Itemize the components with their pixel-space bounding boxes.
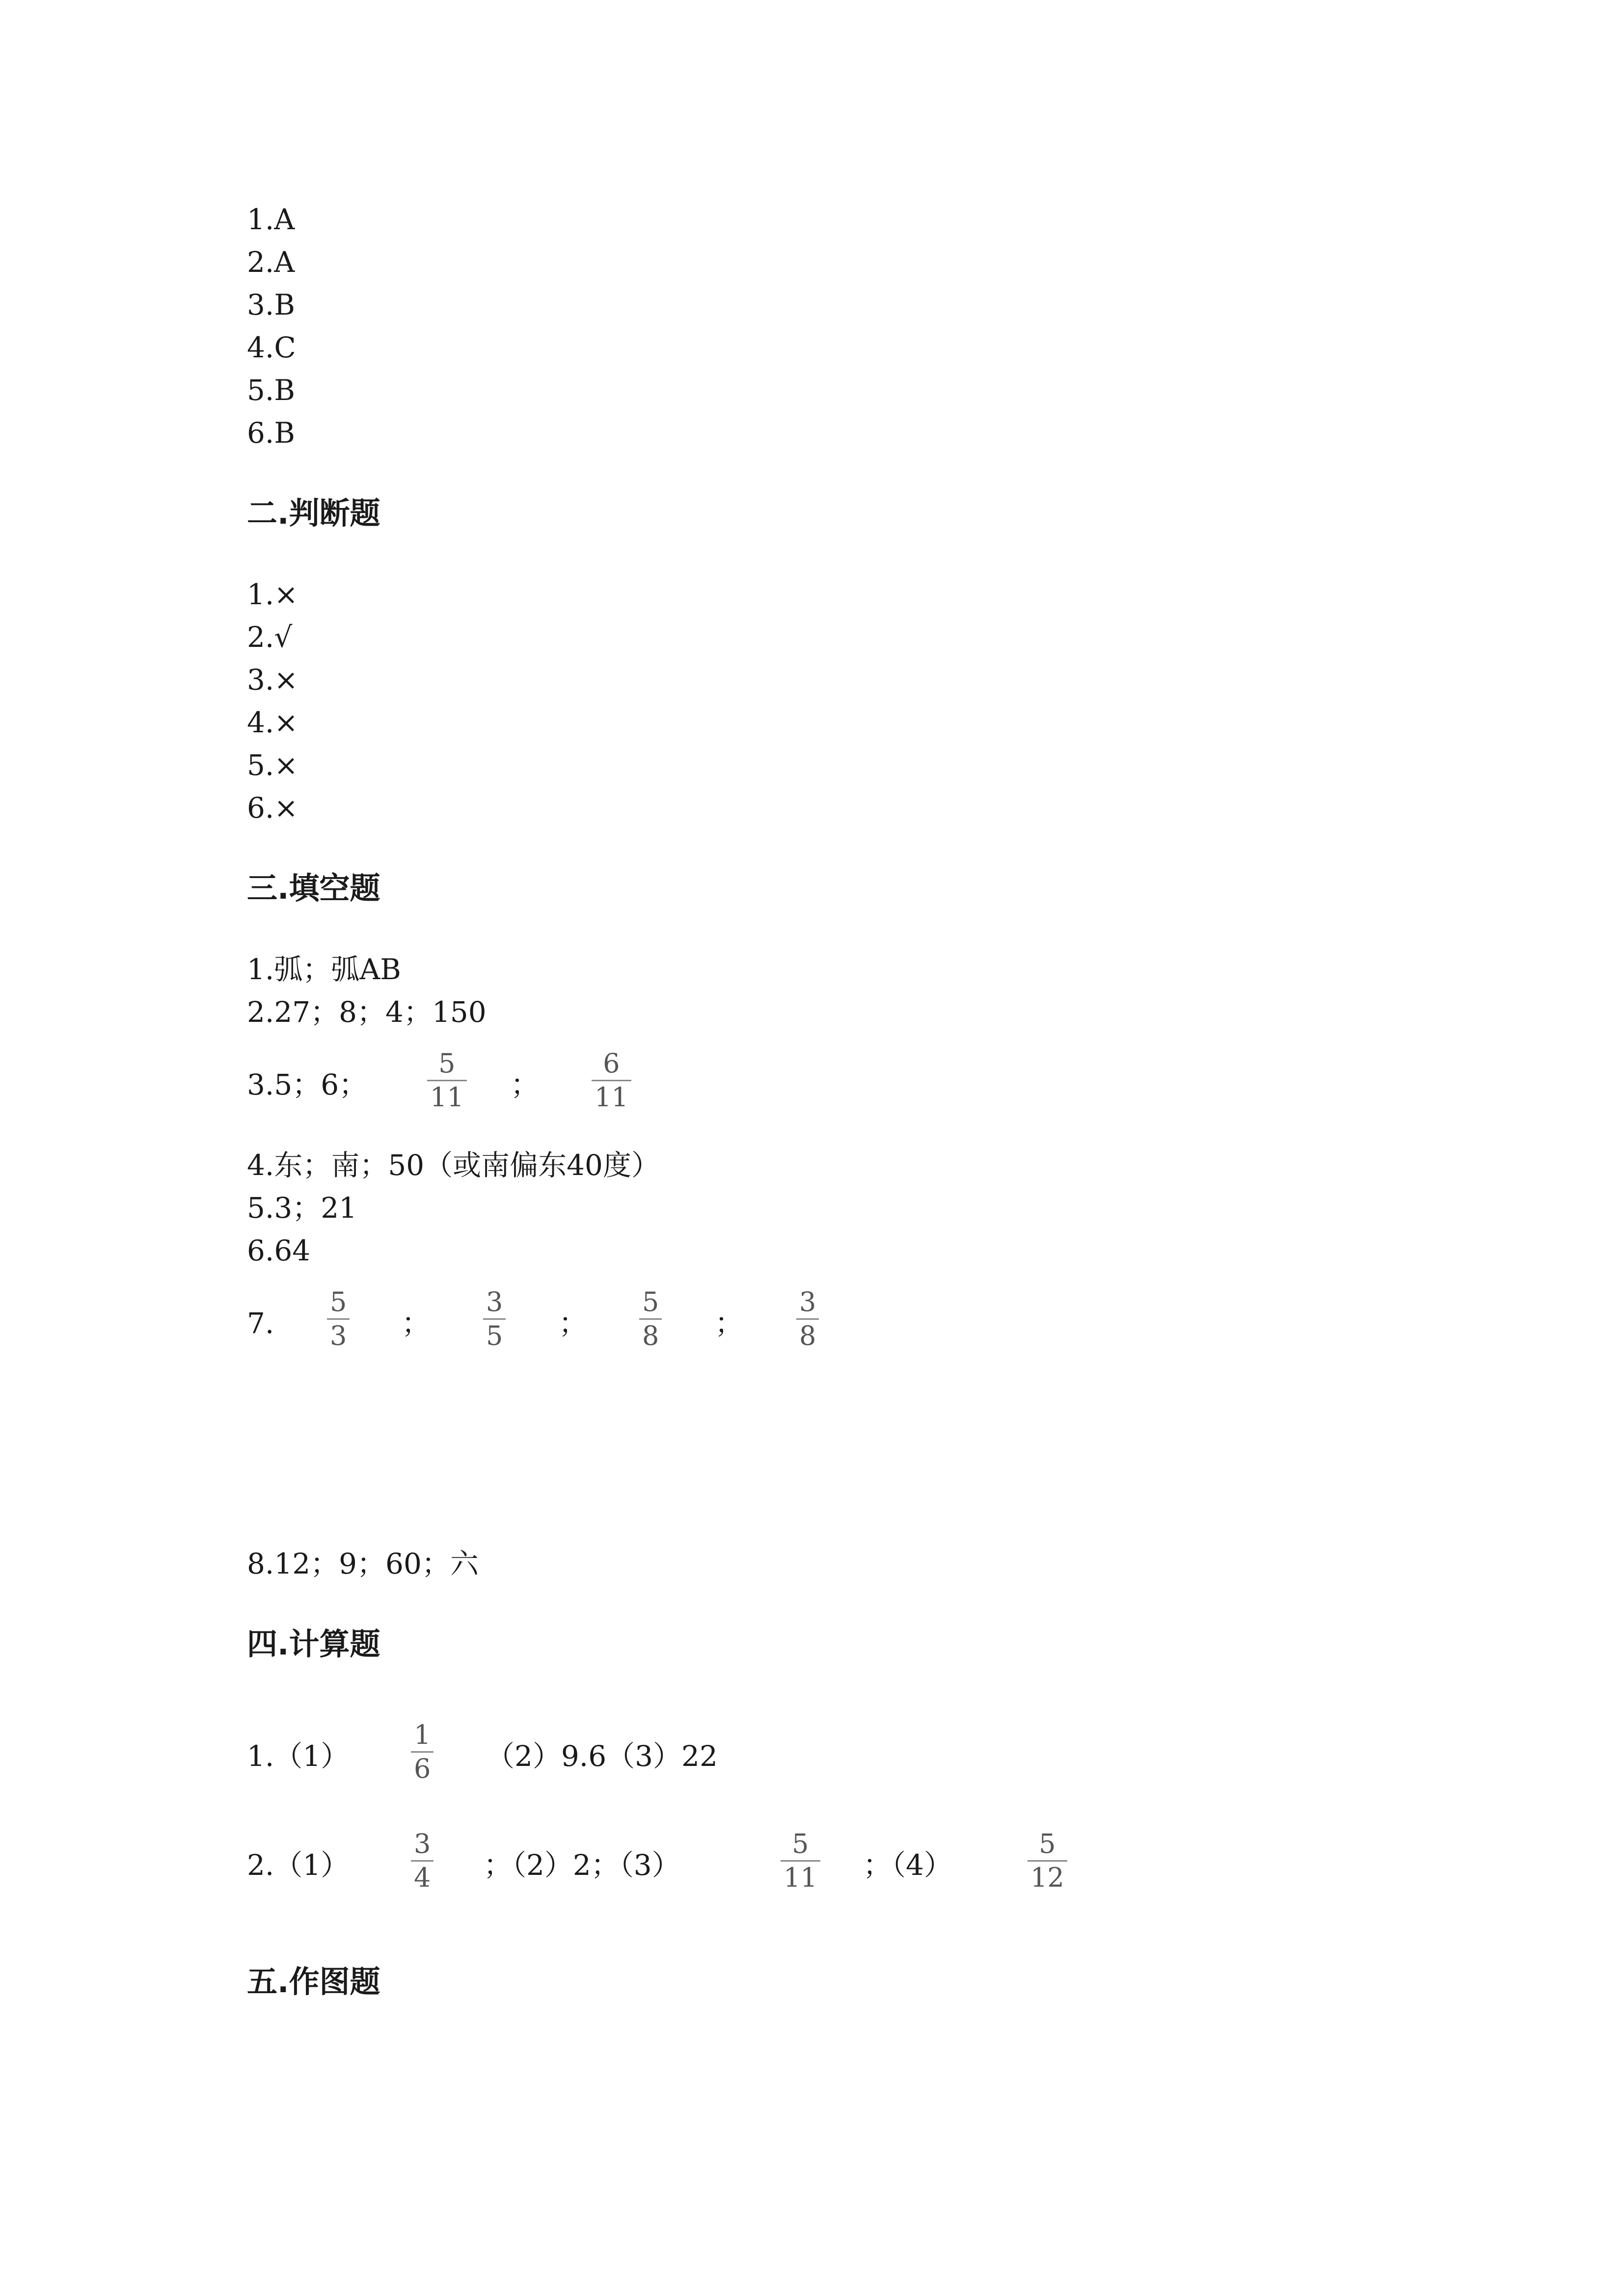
fraction-numerator: 5 xyxy=(438,1048,456,1079)
fraction-bar xyxy=(639,1318,662,1320)
fraction-numerator: 5 xyxy=(330,1286,347,1317)
fraction-numerator: 3 xyxy=(799,1286,816,1317)
fraction xyxy=(411,1721,433,1783)
fraction-bar xyxy=(483,1318,506,1320)
fraction-denominator: 11 xyxy=(595,1082,628,1113)
fraction-denominator: 8 xyxy=(642,1320,659,1351)
fraction-numerator: 5 xyxy=(792,1828,809,1859)
list-item: 4.C xyxy=(247,331,296,364)
fraction-denominator: 6 xyxy=(414,1753,431,1784)
fraction-bar xyxy=(327,1318,350,1320)
fraction-denominator: 4 xyxy=(414,1862,431,1893)
fraction-numerator: 5 xyxy=(642,1286,659,1317)
fraction-numerator: 6 xyxy=(603,1048,620,1079)
fraction-denominator: 5 xyxy=(486,1320,503,1351)
fraction xyxy=(639,1288,662,1350)
fraction-denominator: 11 xyxy=(430,1082,464,1113)
fraction-bar xyxy=(1028,1860,1067,1862)
list-item-prefix: 2.（1） xyxy=(247,1848,350,1882)
separator: ； xyxy=(402,1307,431,1340)
list-item-suffix: （2）9.6（3）22 xyxy=(486,1739,718,1773)
list-item: 3.× xyxy=(247,663,298,696)
list-item-middle: ；（2）2；（3） xyxy=(484,1848,680,1882)
fraction-denominator: 8 xyxy=(799,1320,816,1351)
section-heading-fill-blank: 三.填空题 xyxy=(247,870,380,906)
separator: ； xyxy=(715,1307,744,1340)
list-item: 1.弧；弧AB xyxy=(247,953,401,986)
fraction-bar xyxy=(796,1318,819,1320)
list-item: 6.× xyxy=(247,791,298,825)
separator: ； xyxy=(559,1307,588,1340)
fraction xyxy=(327,1288,350,1350)
fraction xyxy=(781,1830,820,1892)
separator: ； xyxy=(511,1068,540,1101)
fraction-denominator: 3 xyxy=(330,1320,347,1351)
fraction xyxy=(1028,1830,1067,1892)
list-item: 5.B xyxy=(247,374,295,407)
fraction-bar xyxy=(411,1860,433,1862)
fraction xyxy=(592,1049,631,1112)
list-item-prefix: 1.（1） xyxy=(247,1739,350,1773)
list-item: 6.64 xyxy=(247,1234,311,1267)
fraction-bar xyxy=(411,1751,433,1753)
list-item: 2.A xyxy=(247,245,295,279)
list-item: 3.B xyxy=(247,288,295,321)
section-heading-judgement: 二.判断题 xyxy=(247,495,380,531)
fraction-denominator: 12 xyxy=(1030,1862,1064,1893)
list-item: 4.× xyxy=(247,706,298,739)
list-item-prefix: 3.5；6； xyxy=(247,1068,368,1101)
fraction-bar xyxy=(592,1080,631,1081)
fraction xyxy=(483,1288,506,1350)
list-item: 4.东；南；50（或南偏东40度） xyxy=(247,1148,660,1182)
fraction-bar xyxy=(781,1860,820,1862)
list-item: 1.A xyxy=(247,203,295,236)
list-item: 1.× xyxy=(247,578,298,611)
list-item: 2.27；8；4；150 xyxy=(247,995,487,1029)
list-item: 2.√ xyxy=(247,620,293,654)
fraction-numerator: 3 xyxy=(414,1828,431,1859)
fraction xyxy=(411,1830,433,1892)
list-item: 5.3；21 xyxy=(247,1191,357,1225)
fraction-bar xyxy=(427,1080,467,1081)
list-item-prefix: 7. xyxy=(247,1307,274,1340)
list-item: 5.× xyxy=(247,748,298,782)
section-heading-drawing: 五.作图题 xyxy=(247,1964,380,2000)
fraction-denominator: 11 xyxy=(784,1862,817,1893)
fraction-numerator: 5 xyxy=(1039,1828,1056,1859)
list-item: 6.B xyxy=(247,416,295,450)
fraction-numerator: 3 xyxy=(486,1286,503,1317)
list-item: 8.12；9；60；六 xyxy=(247,1547,479,1580)
fraction xyxy=(427,1049,467,1112)
fraction xyxy=(796,1288,819,1350)
fraction-numerator: 1 xyxy=(414,1719,431,1750)
list-item-middle: ；（4） xyxy=(863,1848,952,1882)
section-heading-calculation: 四.计算题 xyxy=(247,1626,380,1662)
